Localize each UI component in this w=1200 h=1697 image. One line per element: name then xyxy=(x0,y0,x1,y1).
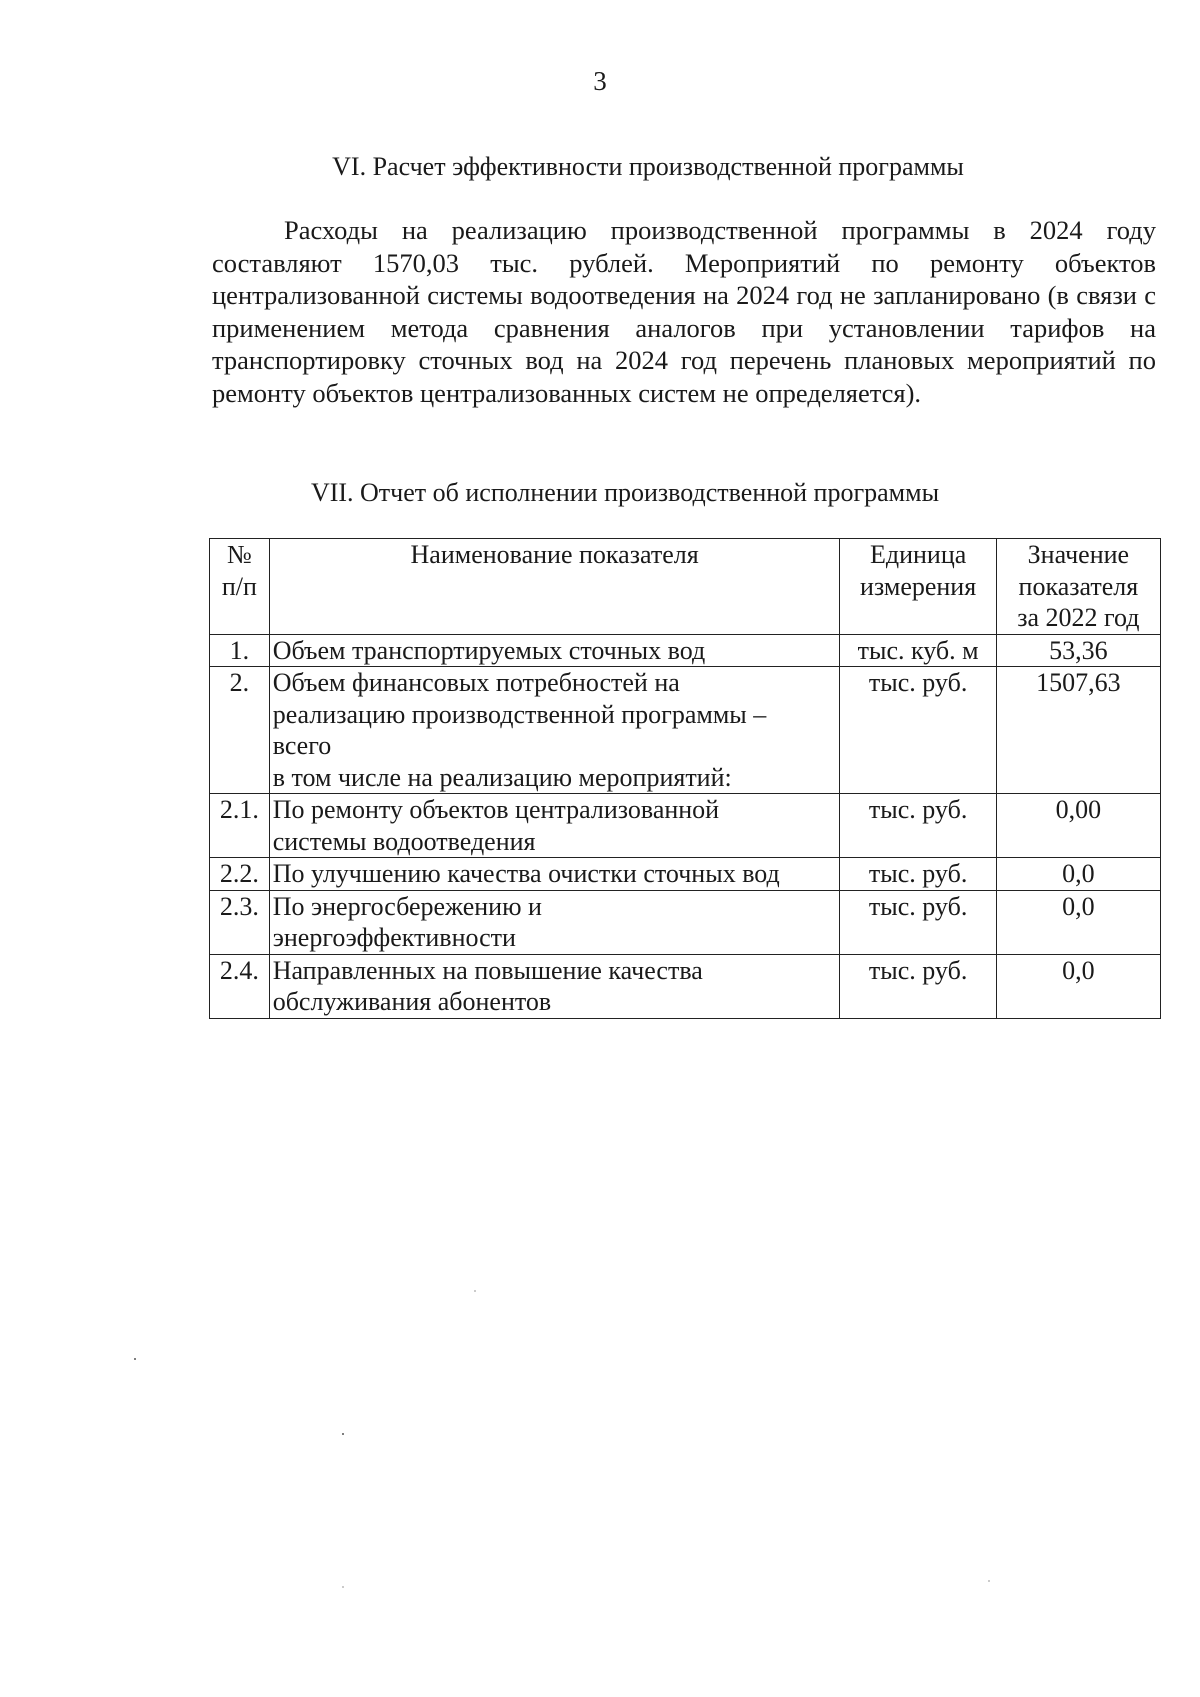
header-value-line: Значение xyxy=(1027,540,1130,569)
header-num-line: № xyxy=(226,540,252,569)
header-value-line: за 2022 год xyxy=(1017,603,1140,632)
report-table xyxy=(209,538,1161,1019)
table-row xyxy=(210,858,1161,891)
row-name xyxy=(269,667,840,794)
row-name-line: Объем транспортируемых сточных вод xyxy=(272,635,706,665)
row-name xyxy=(269,954,840,1018)
row-unit: тыс. руб. xyxy=(840,954,996,1018)
row-num: 2.3. xyxy=(210,890,270,954)
scan-speck xyxy=(342,1433,344,1435)
row-value: 0,0 xyxy=(996,858,1160,891)
table-row xyxy=(210,634,1161,667)
row-num: 2.2. xyxy=(210,858,270,891)
row-value: 0,0 xyxy=(996,890,1160,954)
row-value: 0,00 xyxy=(996,794,1160,858)
scan-speck xyxy=(988,1580,990,1582)
table-row xyxy=(210,667,1161,794)
table-row xyxy=(210,954,1161,1018)
row-name-line: По энергосбережению и xyxy=(272,891,542,921)
section-vi-paragraph: Расходы на реализацию производственной программы в 2024 году составляют 1570,03 тыс. рублей. Мероприятий по ремонту объектов централизованной системы водоотведения на 2024 год не запланировано (в связи с применением метода сравнения аналогов при установлении тарифов на транспортировку сточных вод на 2024 год перечень плановых мероприятий по ремонту объектов централизованных систем не определяется). xyxy=(212,215,1156,408)
row-name xyxy=(269,634,840,667)
table-header-row xyxy=(210,539,1161,635)
row-unit: тыс. руб. xyxy=(840,890,996,954)
section-vii-title: VII. Отчет об исполнении производственной программы xyxy=(310,478,940,507)
row-name-line: в том числе на реализацию мероприятий: xyxy=(272,762,732,792)
header-unit-line: Единица xyxy=(869,540,967,569)
row-name-line: Направленных на повышение качества xyxy=(272,955,703,985)
row-name-line: Объем финансовых потребностей на xyxy=(272,668,680,697)
row-value: 0,0 xyxy=(996,954,1160,1018)
row-unit: тыс. руб. xyxy=(840,794,996,858)
table-row xyxy=(210,794,1161,858)
scan-speck xyxy=(134,1358,136,1360)
table-row xyxy=(210,890,1161,954)
row-name-line: системы водоотведения xyxy=(272,826,536,856)
row-unit: тыс. куб. м xyxy=(840,634,996,667)
row-name xyxy=(269,890,840,954)
row-name-line: По ремонту объектов централизованной xyxy=(272,795,720,824)
row-num: 2.1. xyxy=(210,794,270,858)
row-name xyxy=(269,858,840,891)
row-name-line: По улучшению качества очистки сточных вод xyxy=(272,859,780,888)
row-value: 1507,63 xyxy=(996,667,1160,794)
section-vi-title: VI. Расчет эффективности производственной программы xyxy=(332,152,964,181)
header-value-line: показателя xyxy=(1018,571,1139,601)
row-value: 53,36 xyxy=(996,634,1160,667)
row-num: 2.4. xyxy=(210,954,270,1018)
scan-speck xyxy=(342,1586,344,1588)
header-num-line: п/п xyxy=(221,571,257,601)
header-name-cell xyxy=(269,539,840,635)
header-num-cell xyxy=(210,539,270,635)
header-value-cell xyxy=(996,539,1160,635)
row-name-line: реализацию производственной программы – xyxy=(272,699,767,729)
header-name-text: Наименование показателя xyxy=(410,540,699,569)
page-number: 3 xyxy=(593,66,607,96)
header-unit-cell xyxy=(840,539,996,635)
row-name-line: всего xyxy=(272,731,332,760)
header-unit-line: измерения xyxy=(860,571,977,601)
scan-speck xyxy=(474,1290,476,1292)
row-num: 2. xyxy=(210,667,270,794)
row-unit: тыс. руб. xyxy=(840,858,996,891)
row-name xyxy=(269,794,840,858)
row-name-line: обслуживания абонентов xyxy=(272,987,552,1016)
row-name-line: энергоэффективности xyxy=(272,923,516,952)
row-unit: тыс. руб. xyxy=(840,667,996,794)
row-num: 1. xyxy=(210,634,270,667)
